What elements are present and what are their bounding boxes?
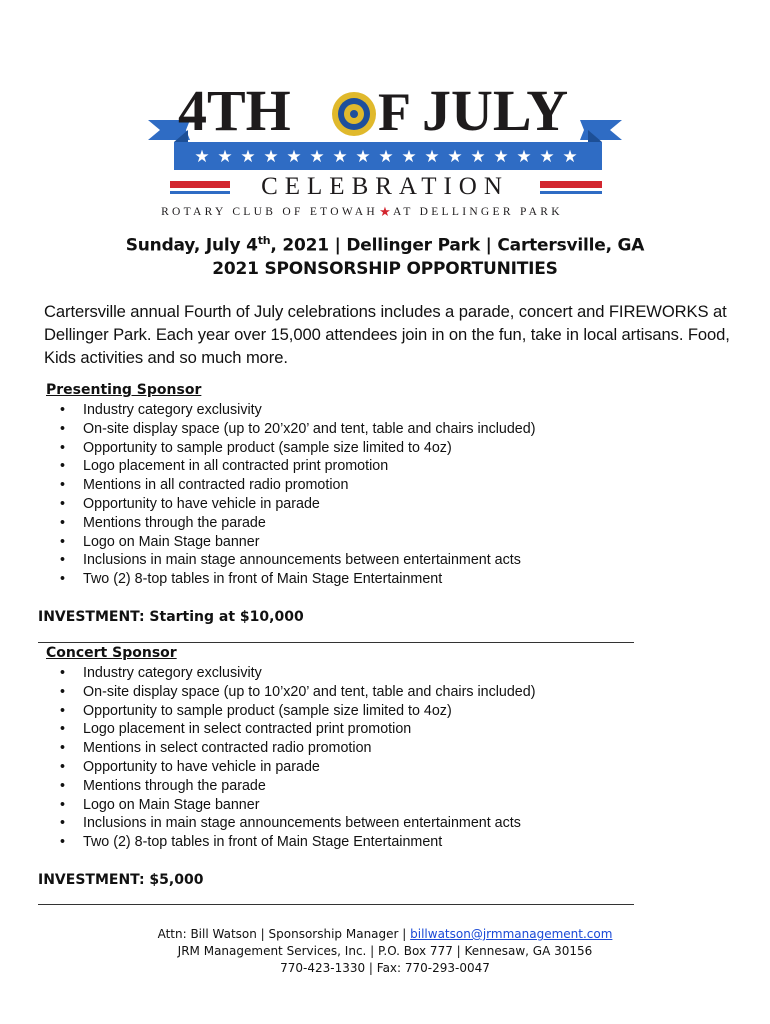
red-bar-left <box>170 181 230 188</box>
banner-star-icon: ★ <box>309 147 325 166</box>
benefit-item: • Two (2) 8-top tables in front of Main Stage Entertainment <box>60 834 443 851</box>
fourth-of-july-logo <box>140 62 630 227</box>
banner-star-icon: ★ <box>194 147 210 166</box>
concert-sponsor-title: Concert Sponsor <box>46 645 177 661</box>
benefit-item: • Two (2) 8-top tables in front of Main Stage Entertainment <box>60 571 443 588</box>
presenting-investment: INVESTMENT: Starting at $10,000 <box>38 609 304 625</box>
banner-star-icon: ★ <box>424 147 440 166</box>
logo-subtitle: CELEBRATION <box>261 173 509 200</box>
concert-investment: INVESTMENT: $5,000 <box>38 872 204 888</box>
event-details: Sunday, July 4th, 2021 | Dellinger Park | Cartersville, GA <box>125 234 645 256</box>
benefit-item: • Logo placement in all contracted print promotion <box>60 458 389 475</box>
divider <box>38 904 634 905</box>
banner-star-icon: ★ <box>240 147 256 166</box>
footer-line-phone: 770-423-1330 | Fax: 770-293-0047 <box>280 961 490 975</box>
benefit-item: • Opportunity to have vehicle in parade <box>60 758 320 775</box>
benefit-item: • Inclusions in main stage announcements between entertainment acts <box>60 552 521 569</box>
presenting-sponsor-title: Presenting Sponsor <box>46 382 202 398</box>
footer-line-contact: Attn: Bill Watson | Sponsorship Manager | billwatson@jrmmanagement.com <box>157 927 613 941</box>
benefit-item: • Logo on Main Stage banner <box>60 796 260 813</box>
banner-star-icon: ★ <box>401 147 417 166</box>
rotary-gear-icon <box>332 92 376 136</box>
page-title: 2021 SPONSORSHIP OPPORTUNITIES <box>212 259 558 279</box>
banner-star-icon: ★ <box>470 147 486 166</box>
benefit-item: • Industry category exclusivity <box>60 665 262 681</box>
banner-star-icon: ★ <box>516 147 532 166</box>
benefit-item: • Mentions in select contracted radio promotion <box>60 740 372 757</box>
star-icon: ★ <box>379 204 391 219</box>
presenting-benefits-list <box>60 401 535 589</box>
benefit-item: • Opportunity to sample product (sample size limited to 4oz) <box>60 439 452 456</box>
email-link[interactable]: billwatson@jrmmanagement.com <box>410 927 613 941</box>
banner-star-icon: ★ <box>217 147 233 166</box>
banner-star-icon: ★ <box>378 147 394 166</box>
benefit-item: • Opportunity to have vehicle in parade <box>60 495 320 512</box>
benefit-item: • Opportunity to sample product (sample size limited to 4oz) <box>60 702 452 719</box>
benefit-item: • Inclusions in main stage announcements between entertainment acts <box>60 815 521 832</box>
banner-star-icon: ★ <box>332 147 348 166</box>
divider <box>38 642 634 643</box>
banner-star-icon: ★ <box>286 147 302 166</box>
intro-paragraph: Cartersville annual Fourth of July celebrations includes a parade, concert and FIREWORKS at Dellinger Park. Each year over 15,000 attendees join in on the fun, take in local artisans. Food, Kids activities and so much more. <box>44 302 730 367</box>
banner-star-icon: ★ <box>562 147 578 166</box>
benefit-item: • Mentions through the parade <box>60 777 266 794</box>
banner-right-tail <box>580 120 622 140</box>
banner-star-icon: ★ <box>493 147 509 166</box>
logo-title-july: JULY <box>422 78 569 143</box>
benefit-item: • On-site display space (up to 20’x20’ and tent, table and chairs included) <box>60 420 536 437</box>
banner-star-icon: ★ <box>447 147 463 166</box>
benefit-item: • Mentions through the parade <box>60 514 266 531</box>
banner-star-icon: ★ <box>263 147 279 166</box>
contact-footer <box>0 926 770 977</box>
footer-line-address: JRM Management Services, Inc. | P.O. Box 777 | Kennesaw, GA 30156 <box>177 944 593 958</box>
benefit-item: • Industry category exclusivity <box>60 402 262 418</box>
benefit-item: • Logo on Main Stage banner <box>60 533 260 550</box>
logo-tagline-right: AT DELLINGER PARK <box>393 206 563 218</box>
banner-star-icon: ★ <box>539 147 555 166</box>
banner-stars <box>194 147 577 166</box>
benefit-item: • On-site display space (up to 10’x20’ and tent, table and chairs included) <box>60 683 536 700</box>
benefit-item: • Mentions in all contracted radio promotion <box>60 477 349 494</box>
logo-title-4th: 4TH <box>178 78 291 143</box>
benefit-item: • Logo placement in select contracted print promotion <box>60 721 412 738</box>
logo-tagline-left: ROTARY CLUB OF ETOWAH <box>161 206 378 218</box>
red-bar-right <box>540 181 602 188</box>
concert-benefits-list <box>60 664 535 852</box>
logo-title-f: F <box>378 82 411 142</box>
banner-star-icon: ★ <box>355 147 371 166</box>
